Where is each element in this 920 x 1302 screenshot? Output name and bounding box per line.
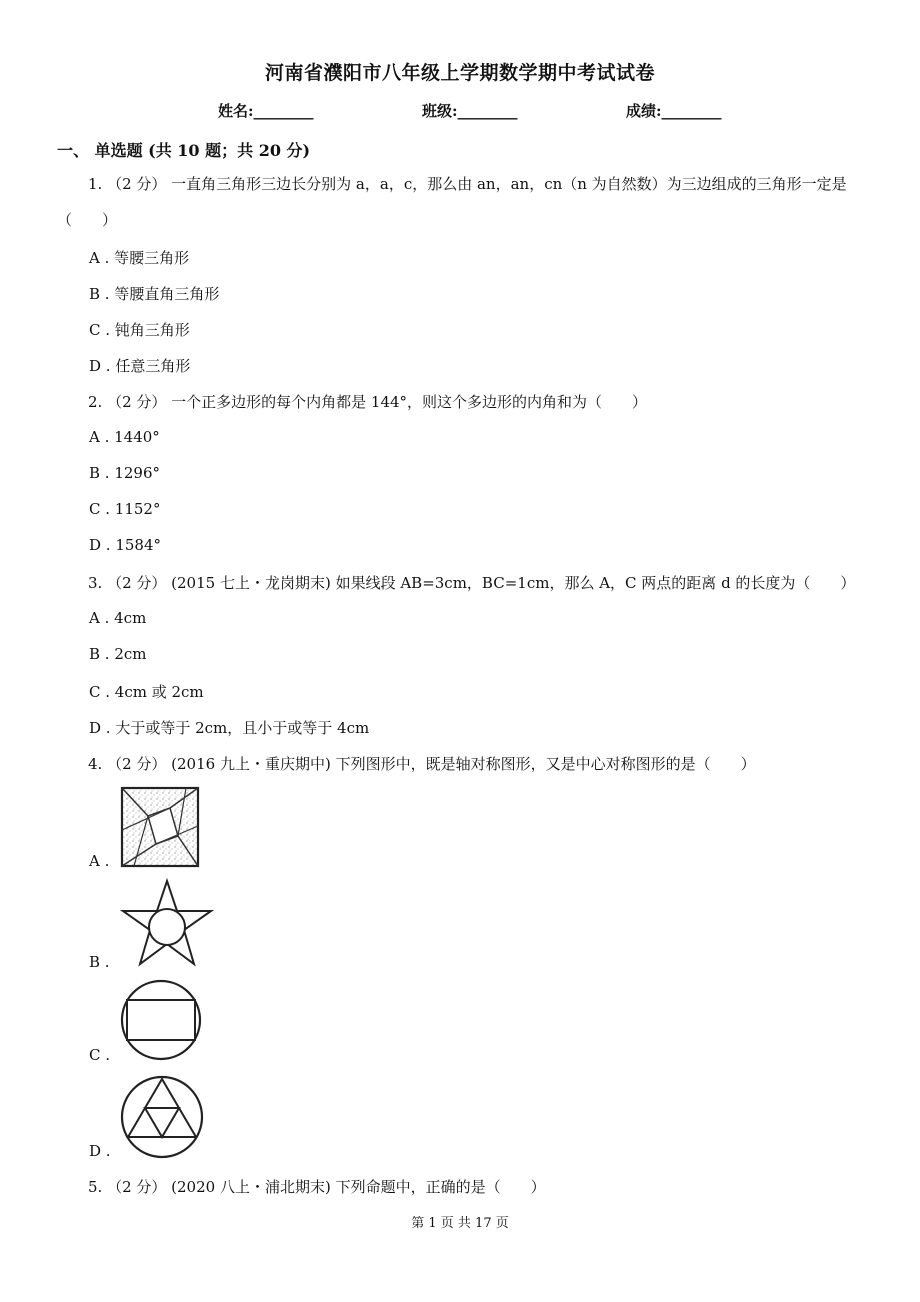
question-4-option-c: C . xyxy=(89,1046,111,1064)
circle-with-rectangle-figure xyxy=(119,978,203,1062)
name-field: 姓名:________ xyxy=(218,102,314,120)
question-1-option-c: C . 钝角三角形 xyxy=(89,321,190,339)
question-3-option-c: C . 4cm 或 2cm xyxy=(89,683,204,701)
question-3-option-d: D . 大于或等于 2cm，且小于或等于 4cm xyxy=(89,719,370,737)
question-3-option-b: B . 2cm xyxy=(89,645,147,663)
question-2-option-b: B . 1296° xyxy=(89,464,161,482)
question-4-option-b: B . xyxy=(89,953,110,971)
question-3-stem: 3. （2 分） (2015 七上・龙岗期末) 如果线段 AB=3cm，BC=1cm，那么 A，C 两点的距离 d 的长度为（ ） xyxy=(88,574,856,592)
page-title: 河南省濮阳市八年级上学期数学期中考试试卷 xyxy=(264,62,655,84)
circle-with-triangles-figure xyxy=(119,1074,205,1160)
question-2-option-d: D . 1584° xyxy=(89,536,162,554)
question-3-option-a: A . 4cm xyxy=(89,609,147,627)
question-1-option-d: D . 任意三角形 xyxy=(89,357,191,375)
question-1-option-a: A . 等腰三角形 xyxy=(89,249,190,267)
question-1-stem: 1. （2 分） 一直角三角形三边长分别为 a，a，c，那么由 an，an，cn（n 为自然数）为三边组成的三角形一定是（ ） xyxy=(57,175,847,229)
question-4-option-d: D . xyxy=(89,1142,111,1160)
question-4-option-a: A . xyxy=(89,852,110,870)
question-2-option-c: C . 1152° xyxy=(89,500,161,518)
question-5-stem: 5. （2 分） (2020 八上・浦北期末) 下列命题中，正确的是（ ） xyxy=(88,1178,546,1196)
question-4-stem: 4. （2 分） (2016 九上・重庆期中) 下列图形中，既是轴对称图形，又是中心对称图形的是（ ） xyxy=(88,755,756,773)
question-2-stem: 2. （2 分） 一个正多边形的每个内角都是 144°，则这个多边形的内角和为（ ） xyxy=(88,393,648,411)
question-1-option-b: B . 等腰直角三角形 xyxy=(89,285,220,303)
question-2-option-a: A . 1440° xyxy=(89,428,160,446)
star-with-circle-figure xyxy=(120,878,214,968)
page-footer: 第 1 页 共 17 页 xyxy=(411,1216,509,1231)
pinwheel-square-figure xyxy=(120,786,200,868)
section-title: 一、 单选题 (共 10 题；共 20 分) xyxy=(57,141,311,160)
class-field: 班级:________ xyxy=(422,102,518,120)
score-field: 成绩:________ xyxy=(626,102,722,120)
